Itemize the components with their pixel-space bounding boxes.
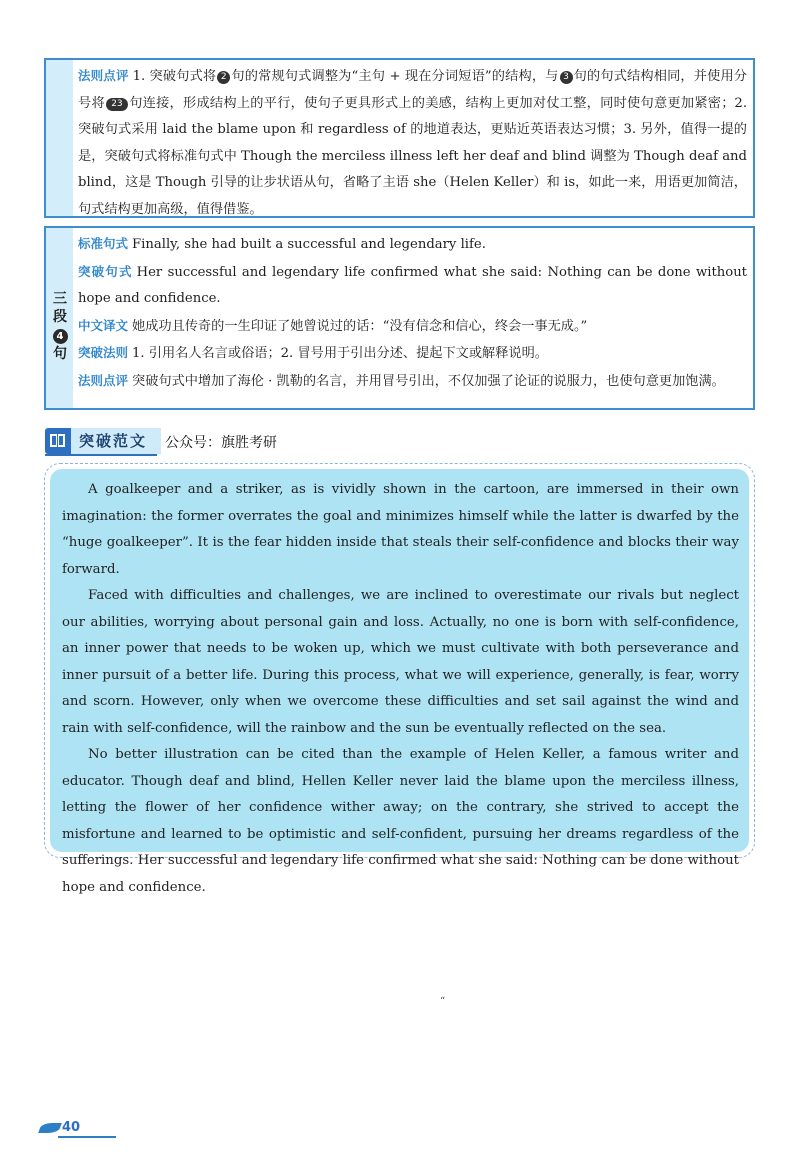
section-underline xyxy=(45,454,157,456)
row-text: 1. 引用名人名言或俗语；2. 冒号用于引出分述、提起下文或解释说明。 xyxy=(132,346,548,361)
page-number: 40 xyxy=(62,1120,81,1135)
side-label-char: 句 xyxy=(53,346,67,362)
stray-mark: “ xyxy=(440,996,446,1007)
translation-row xyxy=(78,313,747,341)
text-segment: 句的句式结构相同，并使用分号将 xyxy=(78,69,747,111)
standard-sentence-row xyxy=(78,231,747,259)
side-label-char: 段 xyxy=(53,309,67,325)
section-title: 突破范文 xyxy=(71,428,161,454)
row-label: 法则点评 xyxy=(78,372,129,388)
public-account-label: 公众号：旗胜考研 xyxy=(165,435,277,451)
row-label: 突破句式 xyxy=(78,263,133,279)
text-segment: 1. 突破句式将 xyxy=(132,69,217,84)
rule-comment-content xyxy=(78,63,747,223)
essay-paragraph-2: Faced with difficulties and challenges, we are inclined to overestimate our rivals but neglect our abilities, worrying about personal gain and loss. Actually, no one is born with self-confidence, an inner power that needs to be woken up, which we must cultivate with both perseverance and inner pursuit of a better life. During this process, what we will experience, generally, is fear, worry and scorn. However, only when we overcome these difficulties and set sail against the wind and rain with self-confidence, will the rainbow and the sun be eventually reflected on the sea. xyxy=(62,588,739,736)
page-mark-icon xyxy=(38,1123,62,1133)
circled-number-2: 2 xyxy=(217,71,230,84)
side-label-number: 4 xyxy=(53,329,68,344)
breakthrough-sentence-row xyxy=(78,259,747,313)
row-text: 突破句式中增加了海伦 · 凯勒的名言，并用冒号引出，不仅加强了论证的说服力，也使句意更加饱满。 xyxy=(132,373,725,389)
side-label-char: 三 xyxy=(53,291,67,307)
rule-comment-box xyxy=(44,58,755,218)
breakthrough-rule-row xyxy=(78,340,747,368)
page-number-underline xyxy=(58,1136,116,1138)
box-side-strip xyxy=(46,60,73,216)
row-text: Finally, she had built a successful and legendary life. xyxy=(132,237,486,252)
essay-paragraph-3: No better illustration can be cited than the example of Helen Keller, a famous writer and educator. Though deaf and blind, Hellen Keller never laid the blame upon the merciless illness, letting the flower of her confidence wither away; on the contrary, she strived to accept the misfortune and learned to be optimistic and self-confident, pursuing her dreams regardless of the sufferings. Her successful and legendary life confirmed what she said: Nothing can be done without hope and confidence. xyxy=(62,747,739,895)
book-icon xyxy=(45,428,71,454)
circled-number-23: 23 xyxy=(106,98,128,111)
row-text: Her successful and legendary life confirmed what she said: Nothing can be done without hope and confidence. xyxy=(78,264,747,306)
text-segment: 句连接，形成结构上的平行，使句子更具形式上的美感，结构上更加对仗工整，同时使句意更加紧密；2. 突破句式采用 laid the blame upon 和 regardless of 的地道表达，更贴近英语表达习惯；3. 另外，值得一提的是，突破句式将标准句式中 Though the merciless illness left her deaf and blind 调整为 Though deaf and blind，这是 Though 引导的让步状语从句，省略了主语 she（Helen Keller）和 is，如此一来，用语更加简洁，句式结构更加高级，值得借鉴。 xyxy=(78,95,748,217)
rule-comment-row xyxy=(78,368,747,396)
sentence-4-box xyxy=(44,226,755,410)
row-label: 突破法则 xyxy=(78,345,129,360)
row-label: 标准句式 xyxy=(78,236,129,251)
box-side-strip xyxy=(46,228,73,408)
text-segment: 句的常规句式调整为“主句 + 现在分词短语”的结构，与 xyxy=(231,69,559,84)
paragraph-sentence-label xyxy=(50,290,70,363)
rule-comment-text xyxy=(78,63,747,223)
sentence-4-content xyxy=(78,231,747,395)
row-label: 中文译文 xyxy=(78,317,129,333)
circled-number-3: 3 xyxy=(560,71,573,84)
row-text: 她成功且传奇的一生印证了她曾说过的话：“没有信念和信心，终会一事无成。” xyxy=(132,318,588,334)
essay-paragraph-1: A goalkeeper and a striker, as is vividly shown in the cartoon, are immersed in their own imagination: the former overrates the goal and minimizes himself while the latter is dwarfed by the “huge goalkeeper”. It is the fear hidden inside that steals their self-confidence and blocks their way forward. xyxy=(62,482,739,577)
model-essay-panel xyxy=(50,469,749,895)
rule-comment-label: 法则点评 xyxy=(78,68,129,83)
